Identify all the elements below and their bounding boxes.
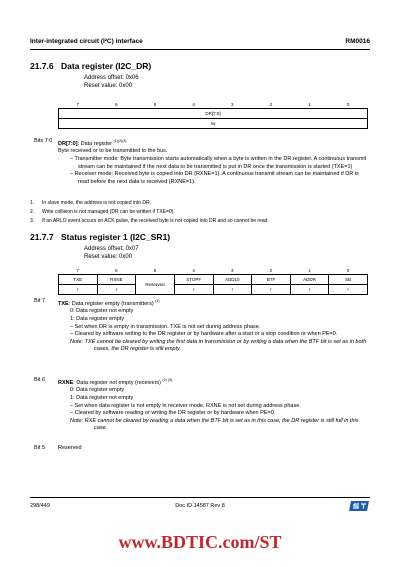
footnotes-dr: 1. In slave mode, the address is not copied into DR. 2. Write collision is not managed (DR can be written if TXE=0). 3. If an ARLO event occurs on ACK pulse, the received byte is not copied into DR and so cannot be read. — [30, 200, 269, 224]
st-logo-icon — [348, 500, 370, 512]
bit-number: 1 — [308, 267, 311, 273]
header-title: Inter-integrated circuit (I²C) interface — [30, 38, 143, 45]
bit-label: Bit 6 — [34, 377, 46, 383]
reset-value: Reset value: 0x00 — [84, 254, 133, 260]
bit-label: Bit 5 — [34, 445, 46, 451]
desc-line: – Set when DR is empty in transmission. TXE is not set during address phase. — [70, 323, 261, 330]
bit-number: 1 — [308, 101, 311, 107]
field-name: Reserved — [136, 275, 175, 295]
field-name: STOPF — [174, 275, 213, 285]
footnote: In slave mode, the address is not copied into DR. — [42, 200, 151, 206]
field-name: RXNE — [97, 275, 136, 285]
doc-id: Doc ID 14587 Rev 8 — [175, 503, 225, 509]
access-type: r — [59, 285, 98, 295]
access-type: r — [252, 285, 291, 295]
header-docref: RM0016 — [345, 38, 370, 45]
bit-number: 4 — [192, 267, 195, 273]
bit-description-b5 — [34, 445, 368, 453]
access-row — [59, 285, 368, 295]
bit-number: 7 — [76, 101, 80, 107]
bit-number: 7 — [76, 267, 80, 273]
access-type: rw — [59, 119, 368, 129]
access-type: r — [97, 285, 136, 295]
bit-number: 3 — [231, 101, 234, 107]
desc-line: – Set when data register is not empty in receiver mode. RXNE is not set during address phase. — [70, 402, 301, 409]
address-info-dr — [84, 74, 139, 90]
reset-value: Reset value: 0x00 — [84, 83, 133, 89]
bit-label: Bit 7 — [34, 298, 46, 304]
address-info-sr1 — [84, 245, 139, 261]
note: Note: TXE cannot be cleared by writing the first data in transmission or by writing a data when the BTF bit is set as in both cases, the DR register is still empty. — [70, 338, 367, 353]
bit-number: 5 — [153, 267, 157, 273]
field-name: BTF — [252, 275, 291, 285]
footnote-ref: (2) (3) — [162, 378, 173, 382]
field-desc: Reserved — [58, 445, 82, 451]
bit-number: 2 — [269, 101, 273, 107]
access-type: r — [174, 285, 213, 295]
footnote: Write collision is not managed (DR can be written if TXE=0). — [42, 209, 175, 215]
bit-number: 4 — [192, 101, 195, 107]
field-title: RXNE — [58, 379, 74, 386]
footnote-ref: (1)(2)(3) — [113, 139, 127, 143]
section-number: 21.7.6 — [30, 61, 54, 71]
bit-description-txe — [34, 298, 368, 354]
desc-line: 0: Data register empty — [70, 387, 125, 394]
field-title: TXE — [58, 300, 69, 307]
field-desc: : Data register not empty (receivers) — [73, 379, 162, 386]
register-table-sr1 — [58, 266, 368, 295]
desc-line: – Cleared by software writing to the DR register or by hardware after a start or a stop condition or when PE=0. — [70, 331, 338, 338]
field-title: DR[7:0] — [58, 140, 78, 147]
footnote-ref: (1) — [155, 299, 160, 303]
access-type: r — [329, 285, 368, 295]
desc-line: – Receiver mode: Received byte is copied into DR (RXNE=1). A continuous transmit stream can be maintained if DR is read before the next data is received (RXNE=1). — [70, 171, 359, 185]
desc-line: – Transmitter mode: Byte transmission starts automatically when a byte is written in the DR register. A continuous transmit stream can be maintained if the next data to be transmitted is put in DR once the transmission is started (TXE=1) — [70, 156, 367, 170]
access-row — [59, 119, 368, 129]
page-number: 298/449 — [30, 503, 50, 509]
bit-number: 6 — [115, 267, 118, 273]
section-title: Data register (I2C_DR) — [61, 61, 152, 71]
address-offset: Address offset: 0x06 — [84, 75, 139, 81]
bit-number: 0 — [346, 267, 350, 273]
register-table-dr — [58, 100, 368, 129]
field-name: SB — [329, 275, 368, 285]
desc-line: 1: Data register not empty — [70, 395, 134, 402]
watermark-url[interactable]: www.BDTIC.com/ST — [118, 532, 282, 552]
bit-number-row — [59, 266, 368, 275]
bit-number: 6 — [115, 101, 118, 107]
bit-number: 3 — [231, 267, 234, 273]
bit-number-row — [59, 100, 368, 109]
field-desc: : Data register — [77, 140, 113, 147]
field-row — [59, 109, 368, 119]
footer-divider — [30, 497, 370, 498]
desc-line: Byte received or to be transmitted to the bus. — [58, 148, 168, 155]
desc-line: – Cleared by software reading or writing the DR register or by hardware when PE=0. — [70, 410, 276, 417]
bit-description-dr — [34, 138, 368, 186]
header-divider — [30, 49, 370, 50]
section-title: Status register 1 (I2C_SR1) — [61, 232, 171, 242]
section-heading-dr — [30, 61, 151, 71]
footnote: If an ARLO event occurs on ACK pulse, the received byte is not copied into DR and so cannot be read. — [42, 218, 269, 224]
bit-description-rxne — [34, 377, 368, 433]
address-offset: Address offset: 0x07 — [84, 246, 139, 252]
desc-line: 0: Data register not empty — [70, 308, 134, 315]
field-name: TXE — [59, 275, 98, 285]
field-desc: : Data register empty (transmitters) — [68, 300, 154, 307]
access-type: r — [290, 285, 329, 295]
desc-line: 1: Data register empty — [70, 316, 125, 323]
bit-label: Bits 7:0 — [34, 138, 53, 144]
access-type: r — [213, 285, 252, 295]
bit-number: 0 — [346, 101, 350, 107]
note: Note: RXE cannot be cleared by reading a data when the BTF bit is set as in this case, the DR register is still full in this case. — [70, 417, 359, 432]
field-name: ADDR — [290, 275, 329, 285]
bit-number: 2 — [269, 267, 273, 273]
bit-number: 5 — [153, 101, 157, 107]
field-name: ADD10 — [213, 275, 252, 285]
section-number: 21.7.7 — [30, 232, 54, 242]
field-name: DR[7:0] — [59, 109, 368, 119]
section-heading-sr1 — [30, 232, 170, 242]
field-row — [59, 275, 368, 285]
